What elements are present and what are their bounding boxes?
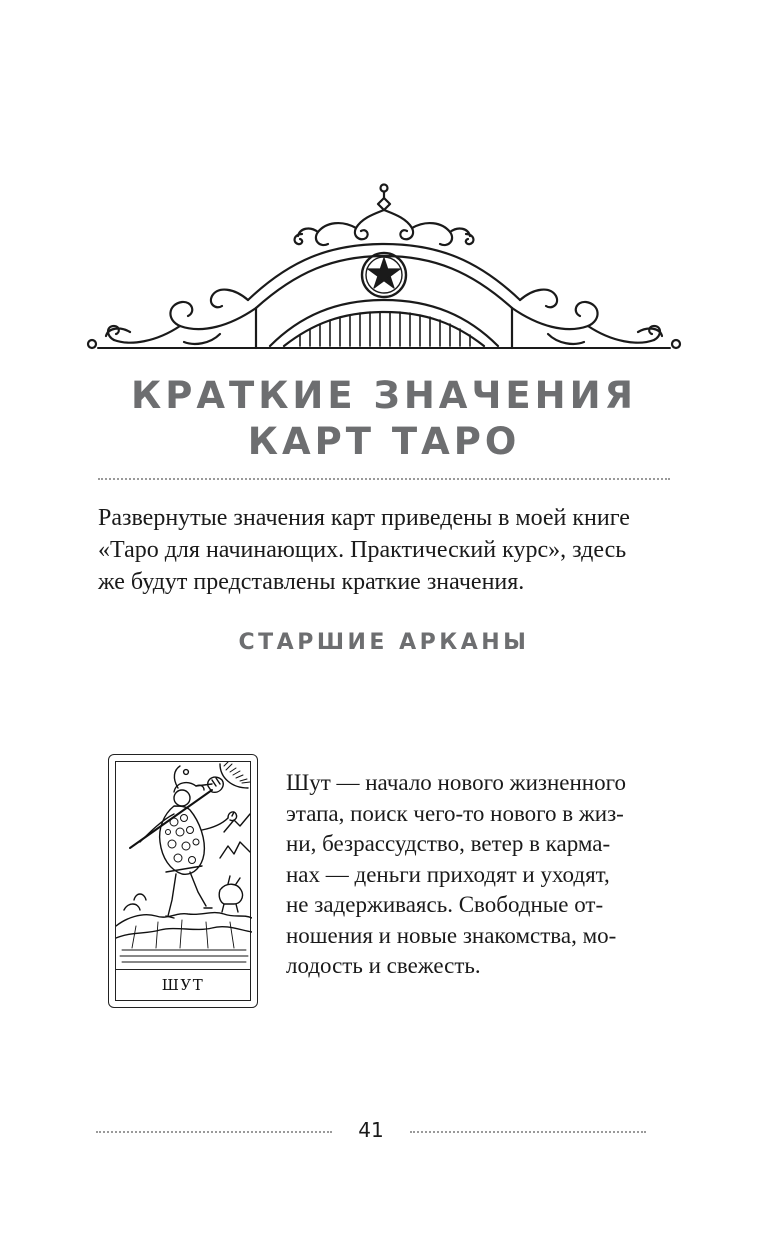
tarot-card-frame xyxy=(115,761,251,1001)
fool-tarot-card-icon xyxy=(116,762,252,972)
intro-paragraph xyxy=(98,502,678,598)
description-line: ношения и новые знакомства, мо- xyxy=(286,922,617,948)
pentacle-arch-ornament-icon xyxy=(70,176,698,366)
page-title-line-1: КРАТКИЕ ЗНАЧЕНИЯ xyxy=(130,374,638,417)
description-line: этапа, поиск чего-то нового в жиз- xyxy=(286,800,624,826)
intro-line: Развернутые значения карт приведены в моей книге xyxy=(98,505,630,531)
card-description xyxy=(286,768,686,982)
description-line: ни, безрассудство, ветер в карма- xyxy=(286,831,611,856)
description-line: Шут — начало нового жизненного xyxy=(286,770,626,795)
dotted-divider xyxy=(98,478,670,480)
page-title-line-2: КАРТ ТАРО xyxy=(247,420,521,463)
section-title: СТАРШИЕ АРКАНЫ xyxy=(238,630,530,655)
description-line: лодость и свежесть. xyxy=(286,953,481,978)
tarot-card xyxy=(108,754,258,1008)
description-line: нах — деньги приходят и уходят, xyxy=(286,861,610,887)
tarot-card-label: ШУТ xyxy=(116,969,250,1000)
intro-line: «Таро для начинающих. Практический курс», здесь xyxy=(98,537,627,563)
footer-dotted-divider-right xyxy=(410,1131,646,1133)
intro-line: же будут представлены краткие значения. xyxy=(98,569,525,595)
description-line: не задерживаясь. Свободные от- xyxy=(286,892,604,917)
page-number: 41 xyxy=(358,1118,384,1142)
footer-dotted-divider-left xyxy=(96,1131,332,1133)
